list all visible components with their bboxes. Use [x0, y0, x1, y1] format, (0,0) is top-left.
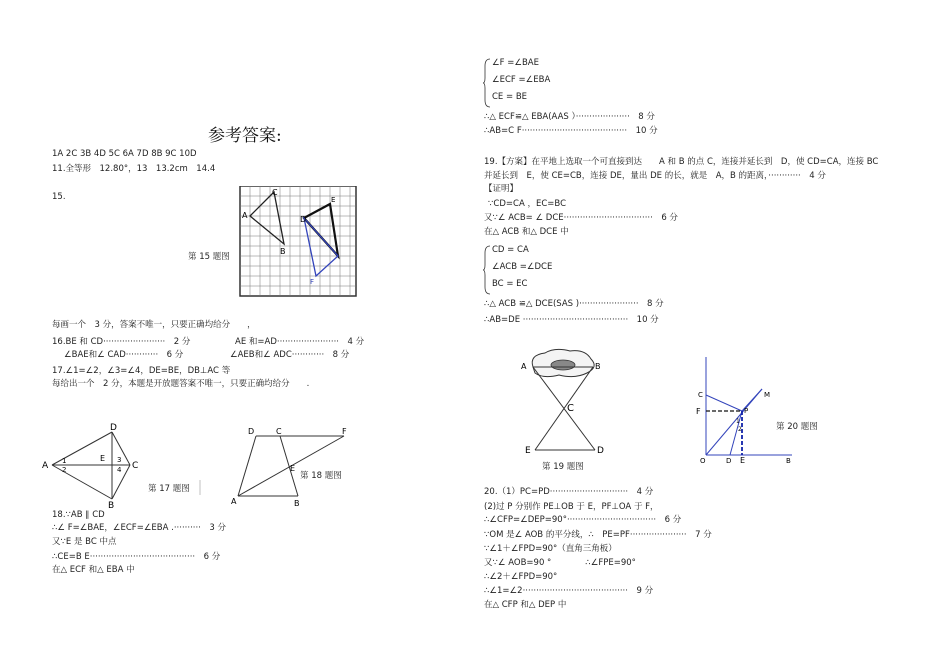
q19-p1: ∵CD=CA ，EC=BC [488, 199, 567, 209]
svg-text:C: C [132, 461, 139, 471]
svg-text:A: A [231, 497, 237, 506]
svg-text:F: F [310, 278, 315, 286]
q18-line-5: 在△ ECF 和△ EBA 中 [52, 565, 135, 575]
q18-line-1: 18.∵AB ∥ CD [52, 510, 105, 520]
q17-line1: 17.∠1=∠2，∠3=∠4，DE=BE，DB⊥AC 等 [52, 366, 231, 376]
brace2-row-2: ∠ACB =∠DCE [492, 262, 553, 272]
svg-text:B: B [108, 501, 115, 510]
fig15-caption: 第 15 题图 [188, 252, 230, 262]
svg-text:E: E [525, 446, 531, 456]
svg-text:1: 1 [62, 457, 67, 465]
svg-text:C: C [698, 391, 703, 399]
q20-line-1: 20.（1）PC=PD····························· 4 分 [484, 487, 654, 497]
r-line-1: ∴△ ECF≌△ EBA(AAS ）···················· 8 分 [484, 112, 655, 122]
q19-p3: 在△ ACB 和△ DCE 中 [484, 227, 569, 237]
svg-text:C: C [276, 427, 282, 436]
answers-11-14: 11.全等形 12.80°，13 13.2cm 14.4 [52, 164, 216, 174]
svg-text:F: F [696, 407, 701, 416]
svg-text:O: O [700, 457, 706, 465]
q19-proof-heading: 【证明】 [484, 184, 519, 194]
svg-text:C: C [272, 188, 278, 197]
svg-text:2: 2 [738, 426, 742, 433]
q15-note: 每画一个 3 分，答案不唯一，只要正确均给分 ， [52, 320, 256, 330]
q16-line2b: ∠AEB和∠ ADC············ 8 分 [230, 350, 350, 360]
q19-p4: ∴△ ACB ≌△ DCE(SAS )······················ 8 分 [484, 299, 664, 309]
svg-text:C: C [567, 403, 574, 414]
brace-system-2 [492, 245, 552, 296]
fig18-caption: 第 18 题图 [300, 471, 342, 481]
svg-text:B: B [294, 499, 300, 508]
q18-line-3: 又∵E 是 BC 中点 [52, 537, 117, 547]
q16-line2: ∠BAE和∠ CAD············ 6 分 [64, 350, 184, 360]
svg-text:1: 1 [736, 418, 740, 425]
q20-line-5: ∵∠1＋∠FPD=90°（直角三角板） [484, 544, 617, 554]
q20-line-7: ∴∠2＋∠FPD=90° [484, 572, 558, 582]
svg-text:D: D [248, 427, 255, 436]
figure-15 [188, 186, 360, 298]
svg-text:D: D [726, 457, 732, 465]
q16-line1b: AE 和=AD······················· 4 分 [235, 337, 365, 347]
svg-text:2: 2 [62, 466, 67, 474]
q16-line1: 16.BE 和 CD······················· 2 分 [52, 337, 191, 347]
answers-1-10: 1A 2C 3B 4D 5C 6A 7D 8B 9C 10D [52, 149, 197, 159]
svg-text:A: A [521, 362, 527, 371]
svg-text:D: D [597, 446, 604, 456]
brace1-row-1: ∠F =∠BAE [492, 58, 539, 68]
figure-19 [515, 345, 615, 460]
q20-line-8: ∴∠1=∠2······································· 9 分 [484, 586, 654, 596]
q20-line-9: 在△ CFP 和△ DEP 中 [484, 600, 567, 610]
svg-text:E: E [740, 456, 746, 465]
q19-line-2: 并延长到 E，使 CE=CB，连接 DE，量出 DE 的长，就是 A，B 的距离，············ 4 分 [484, 171, 826, 181]
svg-text:A: A [42, 461, 49, 471]
svg-text:P: P [744, 407, 749, 415]
svg-text:B: B [786, 457, 791, 465]
svg-text:E: E [290, 464, 296, 473]
figure-20 [692, 355, 802, 465]
q20-line-4: ∵OM 是∠ AOB 的平分线，∴ PE=PF····················· 7 分 [484, 530, 712, 540]
svg-text:E: E [100, 454, 106, 463]
svg-text:A: A [242, 211, 248, 220]
q19-line-1: 19.【方案】在平地上选取一个可直接到达 A 和 B 的点 C，连接并延长到 D，使 CD=CA，连接 BC [484, 157, 879, 167]
q20-line-6: 又∵∠ AOB=90 ° ∴∠FPE=90° [484, 558, 636, 568]
figure-18 [228, 424, 358, 510]
brace-system-1 [492, 58, 550, 109]
q20-line-2: (2)过 P 分别作 PE⊥OB 于 E，PF⊥OA 于 F， [484, 502, 659, 512]
brace2-row-3: BC = EC [492, 279, 528, 289]
q17-line2: 每给出一个 2 分，本题是开放题答案不唯一，只要正确均给分 . [52, 379, 310, 389]
figure-17 [40, 420, 210, 510]
fig20-caption: 第 20 题图 [776, 422, 818, 432]
r-line-2: ∴AB=C F······································· 10 分 [484, 126, 658, 136]
svg-text:4: 4 [117, 466, 122, 474]
svg-text:D: D [110, 423, 117, 433]
brace1-row-2: ∠ECF =∠EBA [492, 75, 551, 85]
fig17-caption: 第 17 题图 [148, 484, 190, 494]
svg-text:B: B [595, 362, 601, 371]
q19-p5: ∴AB=DE ······································· 10 分 [484, 315, 659, 325]
page-title: 参考答案: [208, 126, 282, 146]
svg-text:E: E [331, 196, 336, 204]
q18-line-4: ∴CE=B E······································· 6 分 [52, 552, 221, 562]
svg-text:D: D [300, 215, 307, 224]
q20-line-3: ∴∠CFP=∠DEP=90°································· 6 分 [484, 515, 682, 525]
brace1-row-3: CE = BE [492, 92, 528, 102]
svg-text:F: F [342, 427, 347, 436]
svg-text:3: 3 [117, 456, 122, 464]
svg-text:M: M [764, 391, 771, 399]
svg-text:B: B [280, 247, 286, 256]
q18-line-2: ∴∠ F=∠BAE，∠ECF=∠EBA .·········· 3 分 [52, 523, 226, 533]
fig19-caption: 第 19 题图 [542, 462, 584, 472]
q19-p2: 又∵∠ ACB= ∠ DCE································· 6 分 [484, 213, 678, 223]
q15-label: 15. [52, 192, 66, 202]
brace2-row-1: CD = CA [492, 245, 529, 255]
